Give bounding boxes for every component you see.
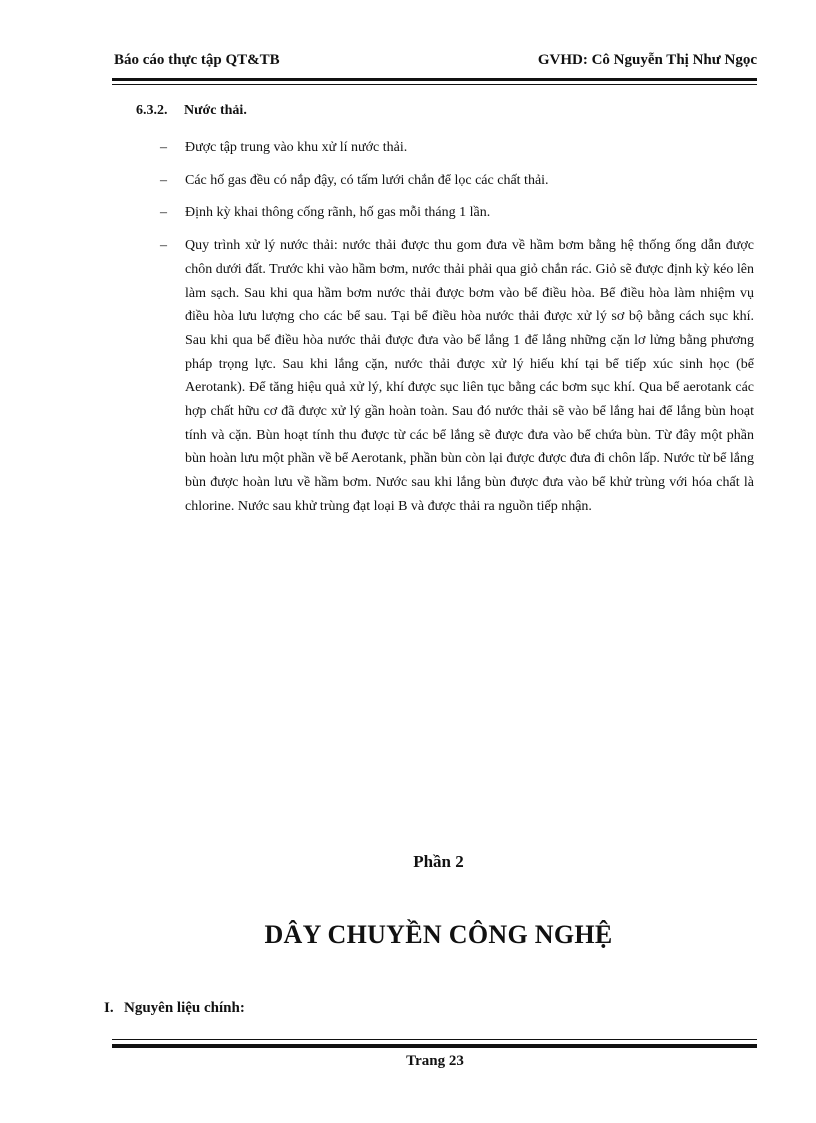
part-label: Phần 2 [413, 852, 464, 871]
list-item [160, 234, 754, 518]
section-number: 6.3.2. [136, 103, 168, 118]
dash-marker: – [160, 238, 167, 254]
subsection-title: Nguyên liệu chính: [124, 1000, 245, 1016]
list-item-text: Được tập trung vào khu xử lí nước thải. [185, 140, 408, 155]
subsection-number: I. [104, 1000, 114, 1016]
dash-marker: – [160, 205, 167, 221]
page-header [112, 52, 757, 76]
footer-divider [112, 1039, 757, 1048]
list-item [160, 169, 754, 193]
header-divider [112, 78, 757, 85]
subsection-heading [104, 1000, 245, 1017]
dash-marker: – [160, 172, 167, 188]
chapter-title: DÂY CHUYỀN CÔNG NGHỆ [264, 920, 613, 949]
section-heading [136, 103, 247, 119]
page-number: Trang 23 [406, 1053, 464, 1069]
list-item-text: Các hố gas đều có nắp đậy, có tấm lưới chắn để lọc các chất thải. [185, 172, 549, 188]
bullet-list [160, 136, 754, 528]
list-item [160, 136, 754, 160]
header-report-title: Báo cáo thực tập QT&TB [114, 52, 280, 68]
list-item-text: Quy trình xử lý nước thải: nước thải được thu gom đưa về hầm bơm bằng hệ thống ống dẫn được chôn dưới đất. Trước khi vào hầm bơm, nước thải phải qua giỏ chắn rác. Giỏ sẽ được định kỳ kéo lên làm sạch. Sau khi qua hầm bơm nước thải được bơm vào bể điều hòa. Bể điều hòa làm nhiệm vụ điều hòa lưu lượng cho các bể sau. Tại bể điều hòa nước thải được xử lý sơ bộ bằng cách sục khí. Sau khi qua bể điều hòa nước thải được đưa vào bể lắng 1 để lắng những cặn lơ lửng bằng phương pháp trọng lực. Sau khi lắng cặn, nước thải được xử lý hiếu khí tại bể tiếp xúc sinh học (bể Aerotank). Để tăng hiệu quả xử lý, khí được sục liên tục bằng các bơm sục khí. Qua bể aerotank các hợp chất hữu cơ đã được xử lý gần hoàn toàn. Sau đó nước thải sẽ vào bể lắng hai để lắng bùn hoạt tính và cặn. Bùn hoạt tính thu được từ các bể lắng sẽ được đưa vào bể chứa bùn. Từ đây một phần bùn hoàn lưu một phần về bể Aerotank, phần bùn còn lại được được đưa đi chôn lấp. Nước từ bể lắng bùn được hoàn lưu về hầm bơm. Nước sau khi lắng bùn được đưa vào bể khử trùng với hóa chất là chlorine. Nước sau khử trùng đạt loại B và được thải ra nguồn tiếp nhận. [185, 238, 754, 514]
header-supervisor: GVHD: Cô Nguyễn Thị Như Ngọc [537, 52, 757, 68]
section-title: Nước thải. [184, 103, 247, 118]
list-item [160, 201, 754, 225]
dash-marker: – [160, 140, 167, 155]
list-item-text: Định kỳ khai thông cống rãnh, hố gas mỗi tháng 1 lần. [185, 205, 491, 221]
